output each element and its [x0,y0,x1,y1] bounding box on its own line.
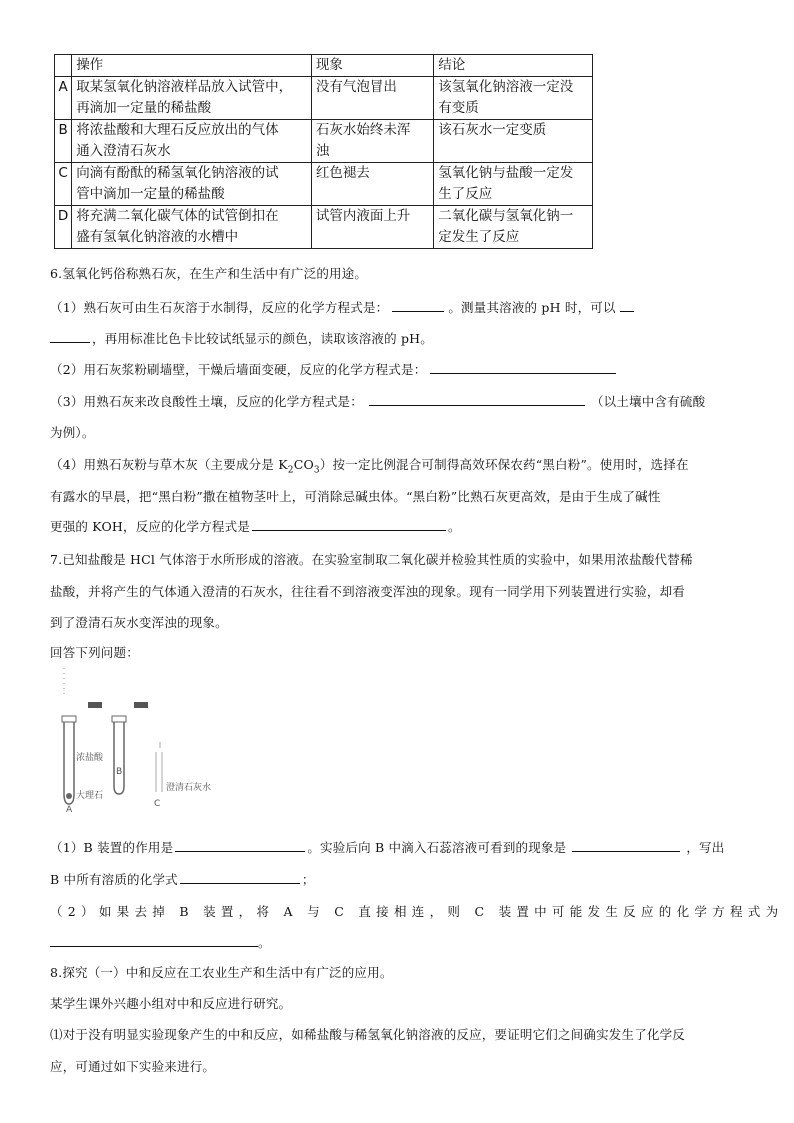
table-header-cell: 操作 [72,55,312,77]
label-lime-water: 澄清石灰水 [166,783,212,793]
q6-part4-text-c: 更强的 KOH，反应的化学方程式是 [50,519,251,534]
q6-part1-line2 [50,329,433,347]
answer-blank[interactable] [369,393,585,406]
subscript: 3 [313,465,320,476]
conclusion-cell [434,163,593,206]
answer-blank[interactable] [392,299,444,312]
cell-line: 将充满二氧化碳气体的试管倒扣在 [76,208,279,224]
q6-part3-text: （3）用熟石灰来改良酸性土壤，反应的化学方程式是： [50,394,363,409]
q7-sub1-line1 [50,838,724,856]
cell-line: 定发生了反应 [438,229,520,245]
cell-line: 生了反应 [438,186,493,202]
cell-line: 向滴有酚酞的稀氢氧化钠溶液的试 [76,165,279,181]
q6-part4-line1 [50,455,689,476]
operation-cell [72,77,312,120]
q8-line3: ⑴对于没有明显实验现象产生的中和反应，如稀盐酸与稀氢氧化钠溶液的反应，要证明它们之间确实发生了化学反 [50,1027,686,1042]
q6-part4-line3 [50,517,461,535]
cell-line: 再滴加一定量的稀盐酸 [76,100,212,116]
test-tube-a [64,722,74,804]
q6-title: 6.氢氧化钙俗称熟石灰，在生产和生活中有广泛的用途。 [50,266,368,281]
cell-line: 浊 [315,143,330,159]
row-label: C [55,163,72,206]
q8-title: 8.探究（一）中和反应在工农业生产和生活中有广泛的应用。 [50,965,393,980]
operation-cell [72,120,312,163]
cell-line: 氢氧化钠与盐酸一定发 [438,165,574,181]
row-label: B [55,120,72,163]
q6-part4-text: （4）用熟石灰粉与草木灰（主要成分是 K [50,457,288,472]
q7-intro-line1: 7.已知盐酸是 HCl 气体溶于水所形成的溶液。在实验室制取二氧化碳并检验其性质的实验中，如果用浓盐酸代替稀 [50,552,693,567]
q6-part4-line2: 有露水的早晨，把“黑白粉”撒在植物茎叶上，可消除忌碱虫体。“黑白粉”比熟石灰更高效，是由于生成了碱性 [50,489,661,504]
q7-sub1-text-b: 。实验后向 B 中滴入石蕊溶液可看到的现象是 [307,840,567,855]
table-row [55,163,593,206]
q6-part3-text-b: （以土壤中含有硫酸 [590,394,706,409]
q7-sub2-end: 。 [258,935,271,950]
conclusion-cell [434,206,593,249]
answer-blank[interactable] [620,299,634,312]
q7-sub1-text-c: ，写出 [686,840,725,855]
q6-part1-line1 [50,298,634,316]
cell-line: 盛有氢氧化钠溶液的水槽中 [76,229,239,245]
q7-sub2-line2 [50,933,271,951]
q7-prompt: 回答下列问题： [50,645,139,660]
cell-line: 该氢氧化钠溶液一定没 [438,79,574,95]
q6-part4-end: 。 [448,519,461,534]
label-b: B [116,767,123,777]
answer-blank[interactable] [50,330,90,343]
answer-blank[interactable] [50,934,258,947]
q8-line2: 某学生课外兴趣小组对中和反应进行研究。 [50,996,292,1011]
operation-cell [72,206,312,249]
q7-intro-line2: 盐酸，并将产生的气体通入澄清的石灰水，往往看不到溶液变浑浊的现象。现有一同学用下列装置进行实验，却看 [50,584,686,599]
conclusion-cell [434,77,593,120]
table-header-cell: 现象 [311,55,433,77]
q6-part4-text: ）按一定比例混合可制得高效环保农药“黑白粉”。使用时，选择在 [319,457,689,472]
q6-part4-text: CO [293,457,314,472]
cell-line: 没有气泡冒出 [315,79,397,95]
marble-particle [66,793,72,799]
apparatus-svg [56,664,226,814]
test-tube-b [114,722,124,794]
observation-cell [311,163,433,206]
subscript: 2 [287,465,294,476]
tube-b-mouth [112,716,126,722]
stopper-a [88,702,102,708]
q6-part1-text: （1）熟石灰可由生石灰溶于水制得，反应的化学方程式是： [50,300,389,315]
table-header-cell [55,55,72,77]
q7-sub1-end: ； [301,872,315,887]
table-header-row [55,55,593,77]
q7-intro-line3: 到了澄清石灰水变浑浊的现象。 [50,615,228,630]
q6-part1-text-b: 。测量其溶液的 pH 时，可以 [448,300,616,315]
q6-part3-line2: 为例）。 [50,425,95,440]
q7-sub1-line2 [50,870,315,888]
cell-line: 将浓盐酸和大理石反应放出的气体 [76,122,279,138]
q6-part2-text: （2）用石灰浆粉刷墙壁，干燥后墙面变硬，反应的化学方程式是： [50,362,427,377]
tube-a-mouth [62,716,76,722]
q6-part3-line1 [50,392,705,410]
conclusion-cell [434,120,593,163]
table-row [55,77,593,120]
q8-line4: 应，可通过如下实验来进行。 [50,1059,216,1074]
label-a: A [66,805,73,814]
q7-sub1-text: （1）B 装置的作用是 [50,840,174,855]
row-label: A [55,77,72,120]
operation-cell [72,163,312,206]
test-tube-c [156,752,162,792]
answer-blank[interactable] [430,361,616,374]
q7-sub2-line1: （2）如果去掉 B 装置，将 A 与 C 直接相连，则 C 装置中可能发生反应的化学方程式为 [50,904,784,919]
observation-cell [311,120,433,163]
apparatus-diagram [56,664,226,814]
table-row [55,206,593,249]
observation-cell [311,77,433,120]
label-marble: 大理石 [76,791,104,801]
cell-line: 有变质 [438,100,479,116]
q7-sub1-text-d: B 中所有溶质的化学式 [50,872,178,887]
table-row [55,120,593,163]
answer-blank[interactable] [175,839,305,852]
q6-part2 [50,360,616,378]
answer-blank[interactable] [252,518,446,531]
row-label: D [55,206,72,249]
cell-line: 试管内液面上升 [315,208,411,224]
cell-line: 石灰水始终未浑 [315,122,411,138]
cell-line: 该石灰水一定变质 [438,122,547,138]
observation-cell [311,206,433,249]
cell-line: 管中滴加一定量的稀盐酸 [76,186,225,202]
cell-line: 二氧化碳与氢氧化钠一 [438,208,574,224]
stopper-b [134,702,148,708]
cell-line: 红色褪去 [315,165,370,181]
label-c: C [154,799,161,809]
answer-blank[interactable] [180,871,300,884]
label-acid: 浓盐酸 [76,753,104,763]
cell-line: 取某氢氧化钠溶液样品放入试管中， [76,79,293,95]
table-header-cell: 结论 [434,55,593,77]
answer-blank[interactable] [572,839,680,852]
cell-line: 通入澄清石灰水 [76,143,171,159]
experiment-table [54,54,593,249]
q6-part1-text-c: ，再用标准比色卡比较试纸显示的颜色，读取该溶液的 pH。 [92,331,433,346]
